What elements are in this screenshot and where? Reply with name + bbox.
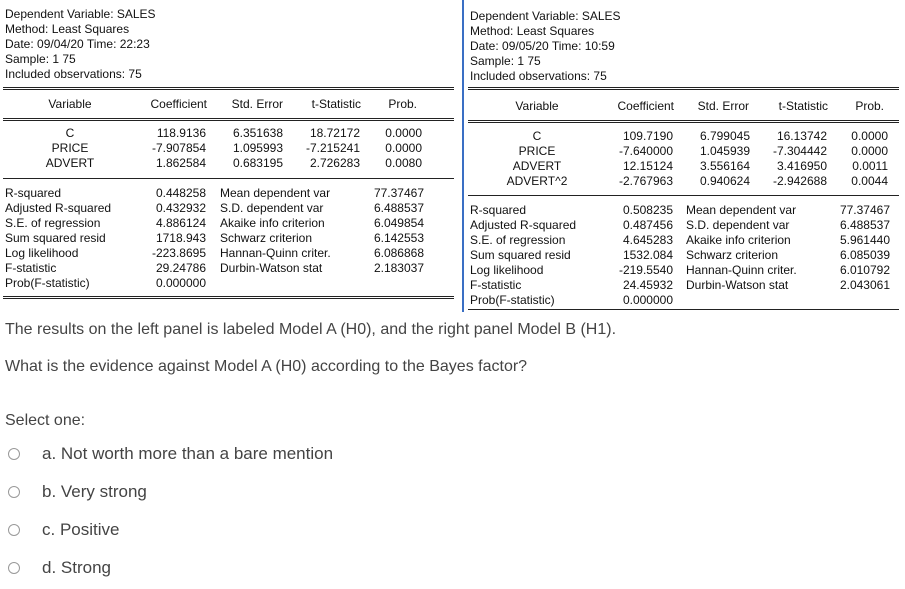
prob-value: 0.0011	[852, 159, 888, 173]
std-error-value: 6.799045	[699, 129, 750, 143]
option-a[interactable]	[8, 442, 333, 466]
stat-value: 6.010792	[839, 263, 890, 277]
variable-name: ADVERT	[45, 156, 95, 170]
header-line: Dependent Variable: SALES	[470, 9, 621, 23]
table-rule	[468, 87, 899, 88]
stat-value: 6.086868	[373, 246, 424, 260]
column-header: Prob.	[388, 97, 417, 111]
model-a-output-panel	[0, 0, 455, 300]
stat-label: Log likelihood	[5, 246, 79, 260]
prob-value: 0.0044	[851, 174, 888, 188]
stat-label: S.D. dependent var	[686, 218, 790, 232]
t-statistic-value: -7.304442	[772, 144, 827, 158]
header-line: Date: 09/04/20 Time: 22:23	[5, 37, 150, 51]
stat-value: 2.183037	[373, 261, 424, 275]
coefficient-value: -7.907854	[151, 141, 206, 155]
question-prompt: What is the evidence against Model A (H0) according to the Bayes factor?	[5, 358, 528, 375]
t-statistic-value: 18.72172	[309, 126, 360, 140]
stat-label: Prob(F-statistic)	[5, 276, 90, 290]
model-a-header	[5, 7, 156, 82]
stat-label: Sum squared resid	[470, 248, 571, 262]
select-one-label: Select one:	[5, 412, 86, 429]
stat-label: Hannan-Quinn criter.	[686, 263, 797, 277]
std-error-value: 1.045939	[699, 144, 750, 158]
coefficient-value: 12.15124	[622, 159, 673, 173]
radio-button[interactable]	[8, 562, 20, 574]
stat-value: -219.5540	[618, 263, 673, 277]
stat-value: 24.45932	[622, 278, 673, 292]
stat-label: Mean dependent var	[220, 186, 331, 200]
std-error-value: 1.095993	[232, 141, 283, 155]
stat-label: Adjusted R-squared	[5, 201, 112, 215]
stat-value: 6.085039	[839, 248, 890, 262]
stat-label: Schwarz criterion	[220, 231, 313, 245]
option-label[interactable]: a. Not worth more than a bare mention	[42, 444, 334, 463]
std-error-value: 0.683195	[232, 156, 283, 170]
t-statistic-value: 16.13742	[776, 129, 827, 143]
option-c[interactable]	[8, 518, 119, 542]
stat-value: 0.432932	[155, 201, 206, 215]
radio-button[interactable]	[8, 524, 20, 536]
option-label[interactable]: c. Positive	[42, 520, 120, 539]
column-header: t-Statistic	[778, 99, 828, 113]
stat-value: -223.8695	[151, 246, 206, 260]
stat-label: F-statistic	[5, 261, 57, 275]
stat-value: 0.508235	[622, 203, 673, 217]
option-label[interactable]: d. Strong	[42, 558, 111, 577]
header-line: Included observations: 75	[5, 67, 142, 81]
option-d[interactable]	[8, 556, 111, 580]
stat-value: 77.37467	[839, 203, 890, 217]
variable-name: PRICE	[51, 141, 89, 155]
prob-value: 0.0000	[851, 144, 888, 158]
column-header: Prob.	[855, 99, 884, 113]
coefficient-value: -2.767963	[618, 174, 673, 188]
stat-label: S.E. of regression	[470, 233, 566, 247]
coefficient-value: 1.862584	[155, 156, 206, 170]
stat-label: Mean dependent var	[686, 203, 797, 217]
model-b-output-panel	[462, 0, 905, 312]
stat-value: 0.487456	[622, 218, 673, 232]
stat-value: 29.24786	[155, 261, 206, 275]
t-statistic-value: -7.215241	[305, 141, 360, 155]
t-statistic-value: 3.416950	[776, 159, 827, 173]
stat-label: Durbin-Watson stat	[220, 261, 323, 275]
coefficient-value: 118.9136	[156, 126, 206, 140]
prob-value: 0.0000	[385, 141, 422, 155]
table-rule	[468, 195, 899, 196]
stat-value: 4.886124	[155, 216, 206, 230]
option-b[interactable]	[8, 480, 147, 504]
header-line: Sample: 1 75	[5, 52, 76, 66]
std-error-value: 3.556164	[699, 159, 750, 173]
stat-label: Log likelihood	[470, 263, 544, 277]
stat-label: Durbin-Watson stat	[686, 278, 789, 292]
t-statistic-value: 2.726283	[309, 156, 360, 170]
stat-label: Akaike info criterion	[686, 233, 791, 247]
column-header: Coefficient	[617, 99, 674, 113]
std-error-value: 0.940624	[699, 174, 750, 188]
table-rule	[3, 178, 454, 179]
table-rule	[3, 120, 454, 121]
radio-button[interactable]	[8, 448, 20, 460]
table-rule	[468, 120, 899, 121]
stat-value: 2.043061	[839, 278, 890, 292]
t-statistic-value: -2.942688	[772, 174, 827, 188]
stat-label: Sum squared resid	[5, 231, 106, 245]
column-header: Coefficient	[150, 97, 207, 111]
stat-value: 4.645283	[622, 233, 673, 247]
column-header: Std. Error	[697, 99, 749, 113]
stat-value: 77.37467	[373, 186, 424, 200]
variable-name: ADVERT	[512, 159, 562, 173]
table-rule	[468, 309, 899, 310]
prob-value: 0.0000	[385, 126, 422, 140]
stat-label: Akaike info criterion	[220, 216, 325, 230]
table-rule	[3, 89, 454, 90]
header-line: Method: Least Squares	[470, 24, 595, 38]
stat-label: F-statistic	[470, 278, 522, 292]
variable-name: PRICE	[518, 144, 556, 158]
stat-value: 1718.943	[155, 231, 206, 245]
table-rule	[468, 89, 899, 90]
header-line: Date: 09/05/20 Time: 10:59	[470, 39, 615, 53]
stat-label: R-squared	[5, 186, 62, 200]
variable-name: C	[65, 126, 75, 140]
stat-value: 5.961440	[839, 233, 890, 247]
stat-label: R-squared	[470, 203, 527, 217]
variable-name: ADVERT^2	[506, 174, 568, 188]
header-line: Dependent Variable: SALES	[5, 7, 156, 21]
stat-value: 6.142553	[373, 231, 424, 245]
model-b-header	[470, 9, 621, 84]
stat-value: 0.000000	[155, 276, 206, 290]
stat-value: 0.448258	[155, 186, 206, 200]
question-context: The results on the left panel is labeled Model A (H0), and the right panel Model B (H1).	[5, 321, 617, 338]
option-label[interactable]: b. Very strong	[42, 482, 147, 501]
stat-label: S.E. of regression	[5, 216, 101, 230]
column-header: Variable	[48, 97, 92, 111]
stat-label: Hannan-Quinn criter.	[220, 246, 331, 260]
column-header: Variable	[515, 99, 559, 113]
stat-value: 6.049854	[373, 216, 424, 230]
stat-value: 6.488537	[839, 218, 890, 232]
stat-label: Schwarz criterion	[686, 248, 779, 262]
header-line: Method: Least Squares	[5, 22, 130, 36]
coefficient-value: -7.640000	[618, 144, 673, 158]
stat-value: 1532.084	[622, 248, 673, 262]
table-rule	[3, 298, 454, 299]
stat-value: 0.000000	[622, 293, 673, 307]
stat-label: Prob(F-statistic)	[470, 293, 555, 307]
std-error-value: 6.351638	[232, 126, 283, 140]
radio-button[interactable]	[8, 486, 20, 498]
header-line: Sample: 1 75	[470, 54, 541, 68]
stat-label: Adjusted R-squared	[470, 218, 577, 232]
stat-label: S.D. dependent var	[220, 201, 324, 215]
header-line: Included observations: 75	[470, 69, 607, 83]
column-header: t-Statistic	[311, 97, 361, 111]
stat-value: 6.488537	[373, 201, 424, 215]
prob-value: 0.0000	[851, 129, 888, 143]
table-rule	[3, 296, 454, 297]
coefficient-value: 109.7190	[622, 129, 673, 143]
column-header: Std. Error	[231, 97, 283, 111]
prob-value: 0.0080	[385, 156, 422, 170]
table-rule	[3, 118, 454, 119]
variable-name: C	[532, 129, 542, 143]
table-rule	[468, 122, 899, 123]
table-rule	[3, 87, 454, 88]
